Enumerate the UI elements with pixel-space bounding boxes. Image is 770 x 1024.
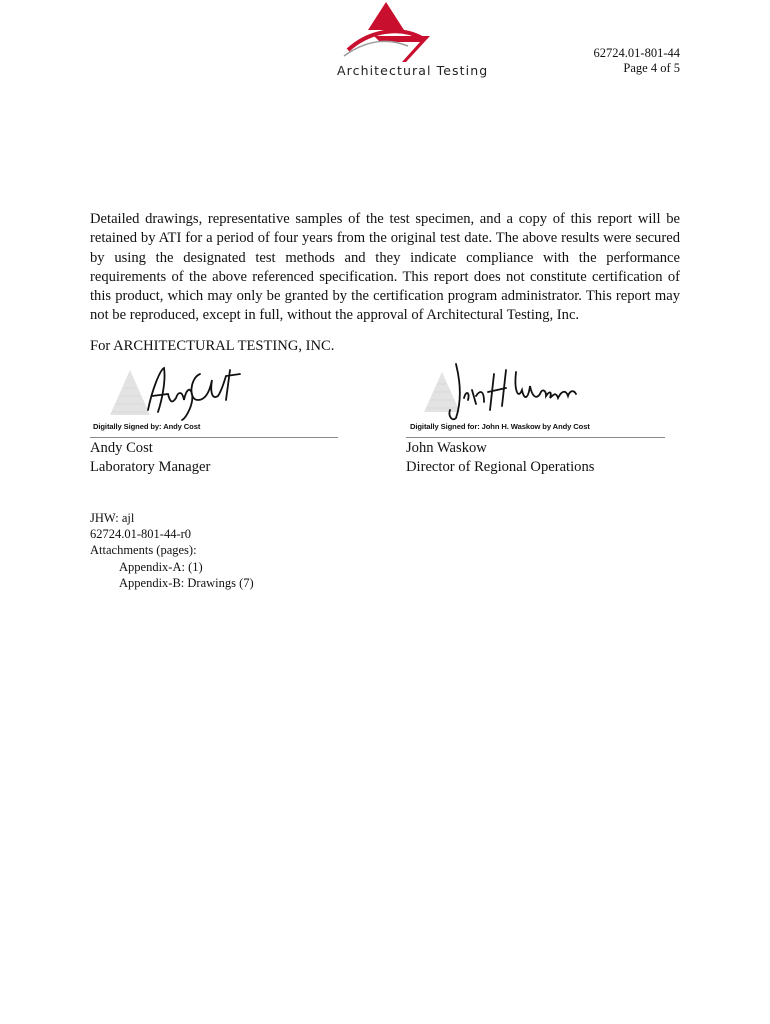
report-reference <box>594 46 680 76</box>
signer-john-waskow <box>406 439 594 477</box>
for-company-line: For ARCHITECTURAL TESTING, INC. <box>90 338 335 354</box>
page-number: Page 4 of 5 <box>623 61 680 75</box>
report-notes <box>90 510 254 591</box>
retention-paragraph: Detailed drawings, representative samples of the test specimen, and a copy of this report will be retained by ATI for a period of four years from the original test date. The above results were secured by using the designated test methods and they indicate compliance with the performance requirements of the above referenced specification. This report does not constitute certification of this product, which may only be granted by the certification program administrator. This report may not be reproduced, except in full, without the approval of Architectural Testing, Inc. <box>90 211 680 324</box>
appendix-b: Appendix-B: Drawings (7) <box>119 575 254 590</box>
signature-image <box>406 360 666 422</box>
logo-text: Architectural Testing <box>337 63 489 78</box>
logo-triangle-icon <box>330 0 500 64</box>
signer-name: Andy Cost <box>90 440 153 456</box>
company-logo <box>330 0 500 82</box>
signature-caption: Digitally Signed by: Andy Cost <box>93 422 201 431</box>
signature-block-john-waskow <box>406 360 666 440</box>
signer-andy-cost <box>90 439 210 477</box>
signature-block-andy-cost <box>90 360 340 440</box>
signer-title: Director of Regional Operations <box>406 459 595 475</box>
appendix-a: Appendix-A: (1) <box>119 559 203 574</box>
signer-name: John Waskow <box>406 440 487 456</box>
signature-line <box>90 437 338 438</box>
signature-image <box>90 360 340 422</box>
signature-caption: Digitally Signed for: John H. Waskow by Andy Cost <box>410 422 590 431</box>
signer-title: Laboratory Manager <box>90 459 211 475</box>
initials-line: JHW: ajl <box>90 511 135 525</box>
signature-line <box>406 437 665 438</box>
file-reference: 62724.01-801-44-r0 <box>90 527 192 542</box>
report-number: 62724.01-801-44 <box>593 46 680 60</box>
attachments-label: Attachments (pages): <box>90 543 197 558</box>
